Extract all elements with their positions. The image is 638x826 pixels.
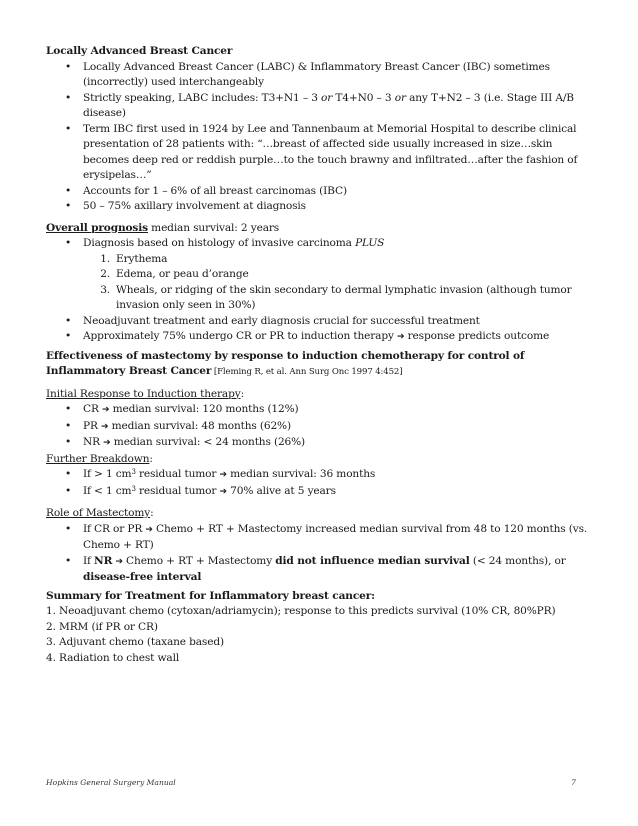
arrow-icon: ➔: [145, 524, 153, 535]
list-item: • If < 1 $cm^3$ residual tumor ➔ 70% alive at 5 years: [46, 484, 594, 501]
list-item: • Accounts for 1 – 6% of all breast carcinomas (IBC): [46, 184, 594, 200]
arrow-icon: ➔: [219, 486, 227, 497]
list-item: 2. Edema, or peau d’orange: [100, 268, 249, 280]
diagnosis-criteria-list: [46, 252, 594, 314]
further-breakdown-list: [46, 467, 594, 500]
subheading-initial-response: Initial Response to Induction therapy:: [46, 387, 244, 400]
arrow-icon: ➔: [115, 556, 123, 567]
summary-item: 4. Radiation to chest wall: [46, 651, 180, 664]
list-item: • If NR ➔ Chemo + RT + Mastectomy did not influence median survival (< 24 months), or disease-free interval: [46, 554, 594, 586]
subheading-further-breakdown: Further Breakdown:: [46, 452, 153, 465]
arrow-icon: ➔: [103, 438, 111, 448]
list-item: • Strictly speaking, LABC includes: T3+N1 – 3 or T4+N0 – 3 or any T+N2 – 3 (i.e. Stage III A/B disease): [46, 91, 594, 122]
list-item: • Neoadjuvant treatment and early diagnosis crucial for successful treatment: [46, 314, 594, 330]
page-number: 7: [571, 778, 576, 787]
prognosis-bullet-list: [46, 236, 594, 346]
arrow-icon: ➔: [219, 470, 227, 480]
role-of-mastectomy-list: [46, 522, 594, 586]
summary-item: 3. Adjuvant chemo (taxane based): [46, 636, 224, 648]
labc-bullet-list: [46, 60, 594, 215]
summary-item: 1. Neoadjuvant chemo (cytoxan/adriamycin); response to this predicts survival (10% CR, 80%PR): [46, 605, 556, 617]
subheading-role-of-mastectomy: Role of Mastectomy:: [46, 507, 154, 519]
section-heading-labc: Locally Advanced Breast Cancer: [46, 45, 233, 57]
initial-response-list: [46, 402, 594, 452]
list-item: 1. Erythema: [100, 252, 168, 265]
section-heading-summary: Summary for Treatment for Inflammatory breast cancer:: [46, 589, 375, 602]
list-item: • CR ➔ median survival: 120 months (12%): [46, 402, 594, 419]
summary-item: 2. MRM (if PR or CR): [46, 620, 158, 633]
section-heading-mastectomy: Effectiveness of mastectomy by response to induction chemotherapy for control of Inflammatory Breast Cancer [Fleming R, et al. Ann Surg Onc 1997 4:452]: [46, 349, 525, 377]
document-page: [46, 44, 594, 666]
list-item: • Locally Advanced Breast Cancer (LABC) & Inflammatory Breast Cancer (IBC) sometimes (incorrectly) used interchangeably: [46, 60, 594, 91]
arrow-icon: ➔: [102, 405, 110, 415]
arrow-icon: ➔: [101, 421, 109, 432]
list-item: 3. Wheals, or ridging of the skin secondary to dermal lymphatic invasion (although tumor invasion only seen in 30%): [100, 283, 572, 311]
citation: [Fleming R, et al. Ann Surg Onc 1997 4:452]: [211, 367, 403, 377]
list-item: • NR ➔ median survival: < 24 months (26%): [46, 435, 594, 452]
list-item: • If > 1 $cm^3$ residual tumor ➔ median survival: 36 months: [46, 467, 594, 484]
list-item: • Approximately 75% undergo CR or PR to induction therapy ➔ response predicts outcome: [46, 329, 594, 346]
list-item: • PR ➔ median survival: 48 months (62%): [46, 419, 594, 436]
list-item: • If CR or PR ➔ Chemo + RT + Mastectomy increased median survival from 48 to 120 months (vs. Chemo + RT): [46, 522, 594, 554]
arrow-icon: ➔: [397, 332, 405, 342]
list-item: • Diagnosis based on histology of invasive carcinoma PLUS 1. Erythema 2. Edema, or peau d’orange 3. Wheals, or ridging of the skin secondary to dermal lymphatic invasion (although tumor invasion only seen in 30%): [46, 236, 594, 314]
section-heading-prognosis: Overall prognosis median survival: 2 years: [46, 221, 280, 234]
list-item: • 50 – 75% axillary involvement at diagnosis: [46, 199, 594, 215]
footer-title: Hopkins General Surgery Manual: [46, 778, 176, 787]
page-footer: [46, 778, 576, 787]
list-item: • Term IBC first used in 1924 by Lee and Tannenbaum at Memorial Hospital to describe clinical presentation of 28 patients with: “…breast of affected side usually increased in size…skin becomes deep red or reddish purple…to the touch brawny and infiltrated…after the fashion of erysipelas…”: [46, 122, 594, 184]
